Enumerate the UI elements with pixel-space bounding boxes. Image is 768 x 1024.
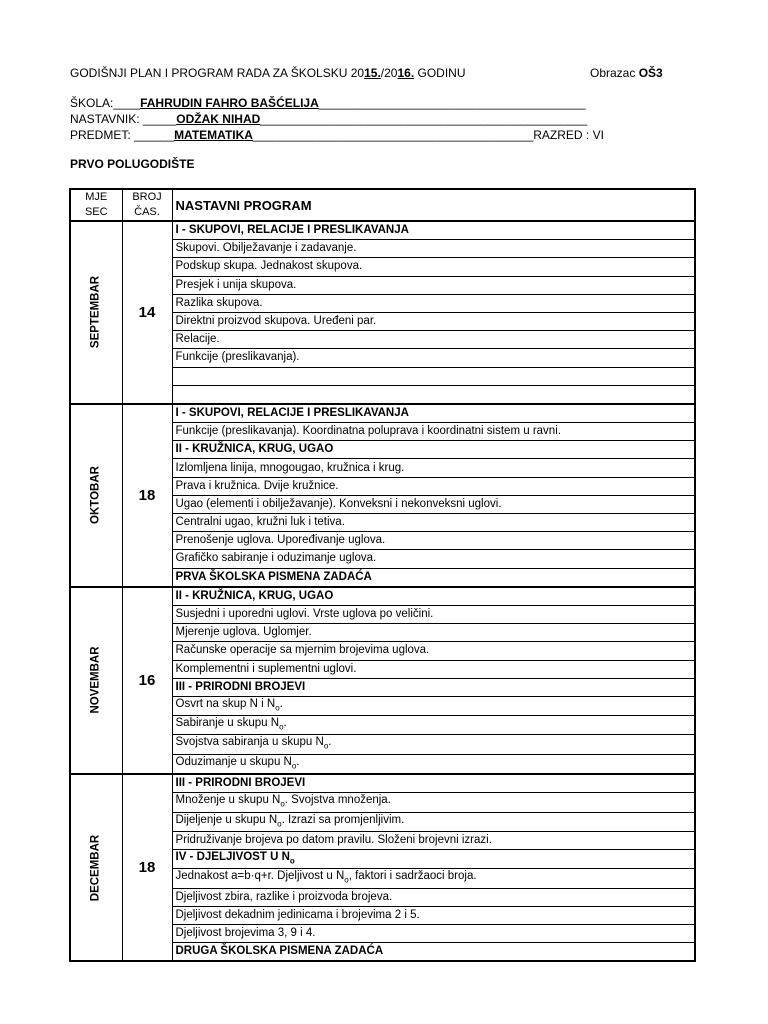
lesson-cell (172, 888, 695, 906)
predmet-line: __________________________________________ (252, 128, 534, 142)
topic-heading (172, 441, 695, 459)
table-row (70, 774, 695, 793)
lesson-cell (172, 423, 695, 441)
lesson-text: Računske operacije sa mjernim brojevima uglova. (175, 644, 430, 657)
lesson-text: II - KRUŽNICA, KRUG, UGAO (175, 589, 334, 602)
predmet-label: PREDMET: ______ (70, 128, 175, 142)
lesson-text: Susjedni i uporedni uglovi. Vrste uglova po veličini. (175, 608, 434, 621)
lesson-cell (172, 367, 695, 385)
lesson-cell (172, 331, 695, 349)
lesson-cell (172, 696, 695, 715)
lesson-text: I - SKUPOVI, RELACIJE I PRESLIKAVANJA (175, 406, 409, 419)
lesson-text: Skupovi. Obilježavanje i zadavanje. (175, 242, 357, 255)
razred-value: RAZRED : VI (533, 128, 604, 142)
subscript: o (289, 856, 295, 866)
nastavnik-field (70, 112, 587, 126)
nastavnik-value: ODŽAK NIHAD (176, 112, 261, 126)
lesson-text-after: . Izrazi sa promjenljivim. (281, 813, 405, 826)
lesson-text: DRUGA ŠKOLSKA PISMENA ZADAĆA (175, 945, 384, 958)
lesson-text: II - KRUŽNICA, KRUG, UGAO (175, 443, 334, 456)
document-title (70, 66, 466, 80)
lesson-text: Podskup skupa. Jednakost skupova. (175, 260, 363, 273)
lesson-text: Svojstva sabiranja u skupu N (175, 736, 324, 749)
title-mid: /20 (380, 66, 398, 80)
lesson-text-after: . (296, 755, 300, 768)
lesson-cell (172, 240, 695, 258)
lesson-text: PRVA ŠKOLSKA PISMENA ZADAĆA (175, 570, 372, 583)
lesson-text: I - SKUPOVI, RELACIJE I PRESLIKAVANJA (175, 224, 409, 237)
skola-line: ________________________________________ (318, 96, 586, 110)
lesson-text: Množenje u skupu N (175, 794, 281, 807)
lesson-cell (172, 477, 695, 495)
lesson-cell (172, 495, 695, 513)
table-row (70, 404, 695, 423)
lesson-cell (172, 294, 695, 312)
lesson-text: Pridruživanje brojeva po datom pravilu. Složeni brojevni izrazi. (175, 833, 492, 846)
lesson-cell (172, 349, 695, 367)
skola-value: FAHRUDIN FAHRO BAŠĆELIJA (140, 96, 319, 110)
lesson-text: Relacije. (175, 333, 220, 346)
plan-table (69, 188, 696, 962)
lesson-text: Oduzimanje u skupu N (175, 755, 292, 768)
hours-cell: 14 (122, 221, 172, 404)
hours-cell: 18 (122, 404, 172, 587)
lesson-cell (172, 716, 695, 735)
lesson-cell (172, 312, 695, 330)
topic-heading (172, 221, 695, 240)
skola-field (70, 96, 586, 110)
lesson-text: Centralni ugao, kružni luk i tetiva. (175, 516, 345, 529)
lesson-cell (172, 906, 695, 924)
lesson-text-after: . (283, 717, 287, 730)
month-cell (70, 404, 122, 587)
hours-cell: 18 (122, 774, 172, 961)
month-name: DECEMBAR (89, 834, 102, 901)
topic-heading (172, 404, 695, 423)
lesson-text: Komplementni i suplementni uglovi. (175, 662, 357, 675)
lesson-cell (172, 925, 695, 943)
lesson-cell (172, 385, 695, 404)
lesson-text: Razlika skupova. (175, 296, 263, 309)
lesson-text: Izlomljena linija, mnogougao, kružnica i krug. (175, 461, 405, 474)
lesson-cell (172, 459, 695, 477)
header-broj: BROJ ČAS. (122, 189, 172, 221)
lesson-cell (172, 735, 695, 754)
month-cell (70, 587, 122, 774)
title-year-1: 15. (364, 66, 381, 80)
lesson-cell (172, 869, 695, 888)
lesson-text: III - PRIRODNI BROJEVI (175, 680, 306, 693)
lesson-cell (172, 605, 695, 623)
lesson-text: Jednakost a=b·q+r. Djeljivost u N (175, 870, 345, 883)
topic-heading (172, 943, 695, 962)
lesson-text: Prava i kružnica. Dvije kružnice. (175, 479, 339, 492)
lesson-cell (172, 532, 695, 550)
subscript: o (291, 761, 297, 771)
predmet-value: MATEMATIKA (174, 128, 253, 142)
topic-heading (172, 568, 695, 587)
lesson-text: Grafičko sabiranje i oduzimanje uglova. (175, 552, 377, 565)
lesson-text: Direktni proizvod skupova. Uređeni par. (175, 315, 377, 328)
subscript: o (280, 799, 285, 809)
title-prefix: GODIŠNJI PLAN I PROGRAM RADA ZA ŠKOLSKU 20 (70, 66, 365, 80)
lesson-cell (172, 624, 695, 642)
lesson-cell (172, 514, 695, 532)
month-name: NOVEMBAR (89, 646, 102, 714)
subscript: o (323, 741, 329, 751)
subscript: o (344, 875, 349, 885)
lesson-cell (172, 812, 695, 831)
title-year-2: 16. (397, 66, 415, 80)
lesson-cell (172, 754, 695, 774)
lesson-cell (172, 831, 695, 849)
lesson-text-after: . Svojstva množenja. (284, 794, 391, 807)
topic-heading (172, 678, 695, 696)
lesson-cell (172, 642, 695, 660)
subscript: o (277, 818, 282, 828)
lesson-cell (172, 258, 695, 276)
lesson-cell (172, 660, 695, 678)
form-code-value: OŠ3 (638, 66, 663, 80)
table-row (70, 221, 695, 240)
nastavnik-label: NASTAVNIK: _____ (70, 112, 177, 126)
lesson-text: Djeljivost brojevima 3, 9 i 4. (175, 927, 316, 940)
form-label: Obrazac (590, 66, 639, 80)
predmet-field (70, 128, 604, 142)
header-mjesec: MJE SEC (70, 189, 122, 221)
header-program: NASTAVNI PROGRAM (172, 189, 695, 221)
lesson-text: Prenošenje uglova. Upoređivanje uglova. (175, 534, 386, 547)
lesson-cell (172, 793, 695, 812)
title-suffix: GODINU (414, 66, 466, 80)
lesson-text-after: , faktori i sadržaoci broja. (348, 870, 477, 883)
hours-cell: 16 (122, 587, 172, 774)
semester-heading: PRVO POLUGODIŠTE (70, 157, 195, 171)
lesson-text: Djeljivost dekadnim jedinicama i brojevima 2 i 5. (175, 908, 420, 921)
subscript: o (279, 722, 284, 732)
lesson-text: Osvrt na skup N i N (175, 697, 276, 710)
table-row (70, 587, 695, 606)
lesson-text: Mjerenje uglova. Uglomjer. (175, 626, 312, 639)
lesson-text-after: . (328, 736, 332, 749)
topic-heading (172, 587, 695, 606)
lesson-text: Dijeljenje u skupu N (175, 813, 278, 826)
lesson-text: Presjek i unija skupova. (175, 278, 297, 291)
topic-heading (172, 774, 695, 793)
lesson-cell (172, 276, 695, 294)
nastavnik-line: _________________________________________________ (260, 112, 588, 126)
topic-heading (172, 850, 695, 869)
lesson-text: Sabiranje u skupu N (175, 717, 280, 730)
lesson-text-after: . (279, 697, 283, 710)
month-cell (70, 774, 122, 961)
month-name: SEPTEMBAR (89, 276, 102, 349)
lesson-text: III - PRIRODNI BROJEVI (175, 777, 306, 790)
month-cell (70, 221, 122, 404)
subscript: o (275, 703, 280, 713)
month-name: OKTOBAR (89, 466, 102, 525)
table-header-row (70, 189, 695, 221)
skola-label: ŠKOLA:____ (70, 96, 141, 110)
lesson-text: IV - DJELJIVOST U N (175, 851, 290, 864)
lesson-text: Funkcije (preslikavanja). (175, 351, 300, 364)
lesson-cell (172, 550, 695, 568)
form-code (590, 66, 663, 80)
lesson-text: Djeljivost zbira, razlike i proizvoda brojeva. (175, 890, 393, 903)
lesson-text: Funkcije (preslikavanja). Koordinatna poluprava i koordinatni sistem u ravni. (175, 425, 561, 438)
lesson-text: Ugao (elementi i obilježavanje). Konveksni i nekonveksni uglovi. (175, 497, 502, 510)
